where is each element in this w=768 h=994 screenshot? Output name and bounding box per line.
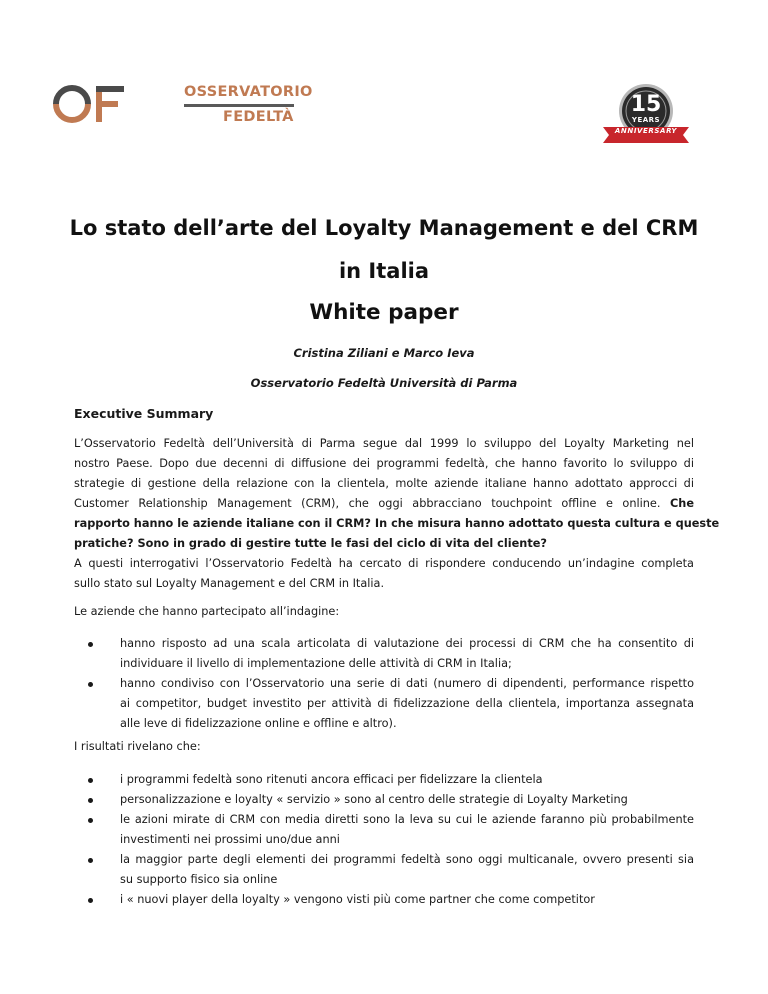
title-line-1: Lo stato dell’arte del Loyalty Management e del CRM	[69, 216, 699, 240]
para1-line: nostro Paese. Dopo due decenni di diffusione dei programmi fedeltà, che hanno favorito lo sviluppo di	[74, 457, 694, 470]
list-item	[74, 810, 694, 850]
list-item	[74, 890, 694, 910]
paragraph-survey	[74, 554, 694, 594]
list-item	[74, 850, 694, 890]
para2-line: A questi interrogativi l’Osservatorio Fedeltà ha cercato di rispondere conducendo un’indagine completa	[74, 557, 694, 570]
participants-list	[74, 634, 694, 734]
list-item-line: hanno risposto ad una scala articolata di valutazione dei processi di CRM che ha consentito di	[120, 637, 694, 650]
bullet-dot	[88, 818, 93, 823]
list-item-line: investimenti nei prossimi uno/due anni	[120, 833, 340, 846]
para1-line: L’Osservatorio Fedeltà dell’Università di Parma segue dal 1999 lo sviluppo del Loyalty Marketing nel	[74, 437, 694, 450]
badge-number: 15	[630, 92, 662, 117]
para1-line	[74, 494, 694, 514]
title-line-3: White paper	[309, 300, 459, 325]
bullet-dot	[88, 642, 93, 647]
of-logo-mark-icon	[52, 84, 128, 124]
affiliation: Osservatorio Fedeltà Università di Parma	[250, 376, 518, 390]
authors: Cristina Ziliani e Marco Ieva	[293, 346, 475, 360]
badge-years: YEARS	[631, 116, 661, 124]
title-line-2: in Italia	[338, 259, 430, 283]
paragraph-results: I risultati rivelano che:	[74, 740, 201, 753]
logo-word-fedelta: FEDELTÀ	[223, 109, 294, 125]
para1-bold-text: Che	[670, 497, 694, 510]
para1-line: strategie di gestione della relazione con la clientela, molte aziende italiane hanno adottato approcci di	[74, 477, 694, 490]
anniversary-badge	[599, 83, 693, 147]
bullet-dot	[88, 898, 93, 903]
para2-line: sullo stato sul Loyalty Management e del CRM in Italia.	[74, 577, 385, 590]
results-list	[74, 770, 694, 910]
paragraph-participants: Le aziende che hanno partecipato all’indagine:	[74, 605, 340, 618]
logo-word-osservatorio: OSSERVATORIO	[184, 84, 313, 100]
para1-line: rapporto hanno le aziende italiane con il CRM? In che misura hanno adottato questa cultura e queste	[74, 517, 720, 530]
bullet-dot	[88, 798, 93, 803]
list-item-line: personalizzazione e loyalty « servizio » sono al centro delle strategie di Loyalty Marketing	[120, 793, 628, 806]
bullet-dot	[88, 778, 93, 783]
list-item	[74, 790, 694, 810]
badge-ribbon-text: ANNIVERSARY	[614, 127, 678, 135]
list-item-line: i « nuovi player della loyalty » vengono visti più come partner che come competitor	[120, 893, 595, 906]
bullet-dot	[88, 682, 93, 687]
list-item-line: individuare il livello di implementazione delle attività di CRM in Italia;	[120, 657, 512, 670]
osservatorio-fedelta-logo	[52, 78, 313, 132]
list-item-line: la maggior parte degli elementi dei programmi fedeltà sono oggi multicanale, ovvero presenti sia	[120, 853, 694, 866]
list-item-line: le azioni mirate di CRM con media diretti sono la leva su cui le aziende faranno più probabilmente	[120, 813, 694, 826]
list-item-line: i programmi fedeltà sono ritenuti ancora efficaci per fidelizzare la clientela	[120, 773, 543, 786]
list-item-line: hanno condiviso con l’Osservatorio una serie di dati (numero di dipendenti, performance rispetto	[120, 677, 694, 690]
para1-text: Customer Relationship Management (CRM), che oggi abbracciano touchpoint offline e online.	[74, 497, 661, 510]
list-item	[74, 634, 694, 674]
list-item	[74, 770, 694, 790]
paragraph-intro	[74, 434, 720, 554]
bullet-dot	[88, 858, 93, 863]
list-item-line: alle leve di fidelizzazione online e offline e altro).	[120, 717, 397, 730]
section-heading: Executive Summary	[74, 406, 214, 421]
list-item-line: ai competitor, budget investito per attività di fidelizzazione della clientela, importanza assegnata	[120, 697, 694, 710]
list-item-line: su supporto fisico sia online	[120, 873, 278, 886]
list-item	[74, 674, 694, 734]
para1-line: pratiche? Sono in grado di gestire tutte le fasi del ciclo di vita del cliente?	[74, 537, 547, 550]
logo-divider	[184, 104, 294, 107]
